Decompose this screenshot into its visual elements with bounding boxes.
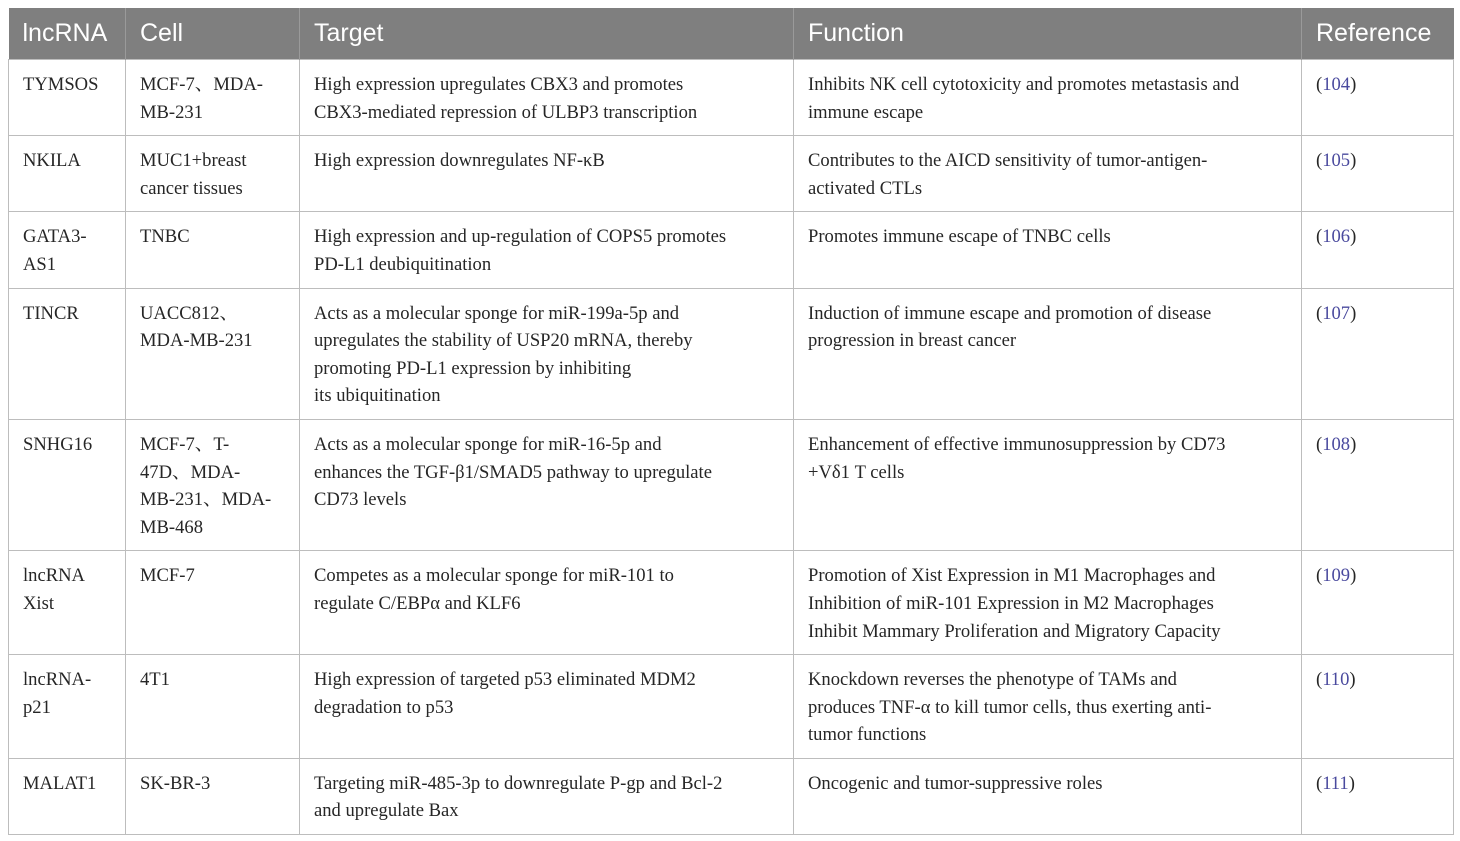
target-text-line: promoting PD-L1 expression by inhibiting xyxy=(314,357,632,379)
lncrna-text-line: lncRNA- xyxy=(23,669,92,691)
cell-function xyxy=(794,60,1302,136)
function-text-line: produces TNF-α to kill tumor cells, thus exerting anti- xyxy=(808,696,1212,718)
lncrna-text-line: GATA3- xyxy=(23,226,87,248)
cell-text-line: MB-231、MDA- xyxy=(140,489,272,511)
cell-text-line: MB-468 xyxy=(140,516,204,538)
cell-target xyxy=(300,655,794,759)
lncrna-text-line: AS1 xyxy=(23,253,57,275)
lncrna-table xyxy=(8,8,1454,835)
target-text-line: PD-L1 deubiquitination xyxy=(314,253,492,275)
target-text-line: Targeting miR-485-3p to downregulate P-gp and Bcl-2 xyxy=(314,772,723,794)
cell-text-line: MCF-7、T- xyxy=(140,433,230,455)
lncrna-text-line: Xist xyxy=(23,592,54,614)
cell-cell xyxy=(126,758,300,834)
function-text-line: Induction of immune escape and promotion of disease xyxy=(808,302,1212,324)
lncrna-text-line: SNHG16 xyxy=(23,433,93,455)
reference-link[interactable]: 104 xyxy=(1322,74,1351,95)
reference-link[interactable]: 107 xyxy=(1322,302,1351,324)
reference-link[interactable]: 111 xyxy=(1322,772,1349,794)
target-text-line: Acts as a molecular sponge for miR-16-5p and xyxy=(314,433,662,455)
reference-open-paren: ( xyxy=(1316,302,1323,324)
function-text-line: Promotes immune escape of TNBC cells xyxy=(808,226,1111,248)
reference-close-paren: ) xyxy=(1350,565,1357,587)
lncrna-text-line: TYMSOS xyxy=(23,74,99,95)
cell-text-line: UACC812、 xyxy=(140,302,239,324)
reference-close-paren: ) xyxy=(1350,150,1357,172)
cell-target xyxy=(300,551,794,655)
function-text-line: Knockdown reverses the phenotype of TAMs and xyxy=(808,669,1177,691)
cell-reference xyxy=(1302,212,1454,288)
reference-close-paren: ) xyxy=(1350,302,1357,324)
cell-lncrna xyxy=(9,758,126,834)
header-target: Target xyxy=(300,8,794,60)
function-text-line: Inhibit Mammary Proliferation and Migratory Capacity xyxy=(808,620,1221,642)
lncrna-text-line: NKILA xyxy=(23,150,81,172)
table-row xyxy=(9,212,1454,288)
cell-function xyxy=(794,419,1302,550)
cell-lncrna xyxy=(9,655,126,759)
header-function: Function xyxy=(794,8,1302,60)
table-row xyxy=(9,288,1454,419)
table-row xyxy=(9,136,1454,212)
cell-reference xyxy=(1302,136,1454,212)
table-row xyxy=(9,60,1454,136)
target-text-line: CBX3-mediated repression of ULBP3 transcription xyxy=(314,101,698,123)
header-lncrna: lncRNA xyxy=(9,8,126,60)
lncrna-text-line: TINCR xyxy=(23,302,79,324)
cell-function xyxy=(794,212,1302,288)
target-text-line: CD73 levels xyxy=(314,489,407,511)
function-text-line: activated CTLs xyxy=(808,177,923,199)
function-text-line: Enhancement of effective immunosuppression by CD73 xyxy=(808,433,1226,455)
cell-function xyxy=(794,288,1302,419)
target-text-line: Competes as a molecular sponge for miR-101 to xyxy=(314,565,674,587)
lncrna-text-line: p21 xyxy=(23,696,51,718)
reference-open-paren: ( xyxy=(1316,772,1323,794)
cell-function xyxy=(794,136,1302,212)
table-row xyxy=(9,655,1454,759)
cell-reference xyxy=(1302,758,1454,834)
header-cell: Cell xyxy=(126,8,300,60)
function-text-line: tumor functions xyxy=(808,724,927,746)
cell-target xyxy=(300,212,794,288)
target-text-line: enhances the TGF-β1/SMAD5 pathway to upregulate xyxy=(314,461,712,483)
cell-text-line: SK-BR-3 xyxy=(140,772,211,794)
function-text-line: +Vδ1 T cells xyxy=(808,461,905,483)
function-text-line: Inhibition of miR-101 Expression in M2 Macrophages xyxy=(808,592,1214,614)
cell-text-line: MDA-MB-231 xyxy=(140,330,253,352)
cell-text-line: TNBC xyxy=(140,226,190,248)
cell-lncrna xyxy=(9,551,126,655)
cell-cell xyxy=(126,60,300,136)
cell-text-line: MCF-7、MDA- xyxy=(140,74,263,95)
target-text-line: degradation to p53 xyxy=(314,696,454,718)
reference-open-paren: ( xyxy=(1316,433,1323,455)
target-text-line: upregulates the stability of USP20 mRNA, thereby xyxy=(314,330,693,352)
target-text-line: High expression upregulates CBX3 and promotes xyxy=(314,74,684,95)
target-text-line: and upregulate Bax xyxy=(314,800,459,822)
cell-target xyxy=(300,419,794,550)
cell-lncrna xyxy=(9,288,126,419)
header-row xyxy=(9,8,1454,60)
table-row xyxy=(9,551,1454,655)
cell-cell xyxy=(126,136,300,212)
table-row xyxy=(9,758,1454,834)
target-text-line: High expression of targeted p53 eliminated MDM2 xyxy=(314,669,696,691)
function-text-line: Inhibits NK cell cytotoxicity and promotes metastasis and xyxy=(808,74,1240,95)
cell-lncrna xyxy=(9,60,126,136)
cell-text-line: MB-231 xyxy=(140,101,204,123)
function-text-line: immune escape xyxy=(808,101,924,123)
cell-reference xyxy=(1302,60,1454,136)
function-text-line: Promotion of Xist Expression in M1 Macrophages and xyxy=(808,565,1216,587)
function-text-line: progression in breast cancer xyxy=(808,330,1017,352)
cell-cell xyxy=(126,288,300,419)
reference-close-paren: ) xyxy=(1348,772,1355,794)
lncrna-text-line: lncRNA xyxy=(23,565,85,587)
cell-target xyxy=(300,758,794,834)
cell-function xyxy=(794,551,1302,655)
target-text-line: its ubiquitination xyxy=(314,385,441,407)
cell-text-line: 47D、MDA- xyxy=(140,461,241,483)
cell-reference xyxy=(1302,419,1454,550)
reference-open-paren: ( xyxy=(1316,150,1323,172)
reference-close-paren: ) xyxy=(1350,433,1357,455)
cell-text-line: 4T1 xyxy=(140,669,170,691)
reference-close-paren: ) xyxy=(1350,226,1357,248)
reference-open-paren: ( xyxy=(1316,226,1323,248)
reference-open-paren: ( xyxy=(1316,565,1323,587)
reference-link[interactable]: 108 xyxy=(1322,433,1351,455)
reference-open-paren: ( xyxy=(1316,74,1323,95)
reference-close-paren: ) xyxy=(1350,74,1357,95)
table-body xyxy=(9,60,1454,835)
reference-link[interactable]: 110 xyxy=(1322,669,1350,691)
cell-reference xyxy=(1302,655,1454,759)
cell-text-line: cancer tissues xyxy=(140,177,243,199)
target-text-line: High expression downregulates NF-κB xyxy=(314,150,605,172)
cell-lncrna xyxy=(9,419,126,550)
target-text-line: Acts as a molecular sponge for miR-199a-5p and xyxy=(314,302,680,324)
cell-lncrna xyxy=(9,212,126,288)
cell-cell xyxy=(126,551,300,655)
cell-function xyxy=(794,655,1302,759)
table-row xyxy=(9,419,1454,550)
reference-open-paren: ( xyxy=(1316,669,1323,691)
lncrna-text-line: MALAT1 xyxy=(23,772,97,794)
function-text-line: Contributes to the AICD sensitivity of tumor-antigen- xyxy=(808,150,1208,172)
cell-cell xyxy=(126,212,300,288)
header-reference: Reference xyxy=(1302,8,1454,60)
function-text-line: Oncogenic and tumor-suppressive roles xyxy=(808,772,1103,794)
cell-reference xyxy=(1302,551,1454,655)
target-text-line: regulate C/EBPα and KLF6 xyxy=(314,592,521,614)
target-text-line: High expression and up-regulation of COPS5 promotes xyxy=(314,226,727,248)
cell-target xyxy=(300,288,794,419)
reference-close-paren: ) xyxy=(1349,669,1356,691)
cell-reference xyxy=(1302,288,1454,419)
cell-target xyxy=(300,60,794,136)
reference-link[interactable]: 106 xyxy=(1322,226,1351,248)
cell-function xyxy=(794,758,1302,834)
cell-text-line: MCF-7 xyxy=(140,565,195,587)
cell-text-line: MUC1+breast xyxy=(140,150,247,172)
reference-link[interactable]: 109 xyxy=(1322,565,1351,587)
reference-link[interactable]: 105 xyxy=(1322,150,1351,172)
cell-lncrna xyxy=(9,136,126,212)
cell-target xyxy=(300,136,794,212)
cell-cell xyxy=(126,655,300,759)
cell-cell xyxy=(126,419,300,550)
